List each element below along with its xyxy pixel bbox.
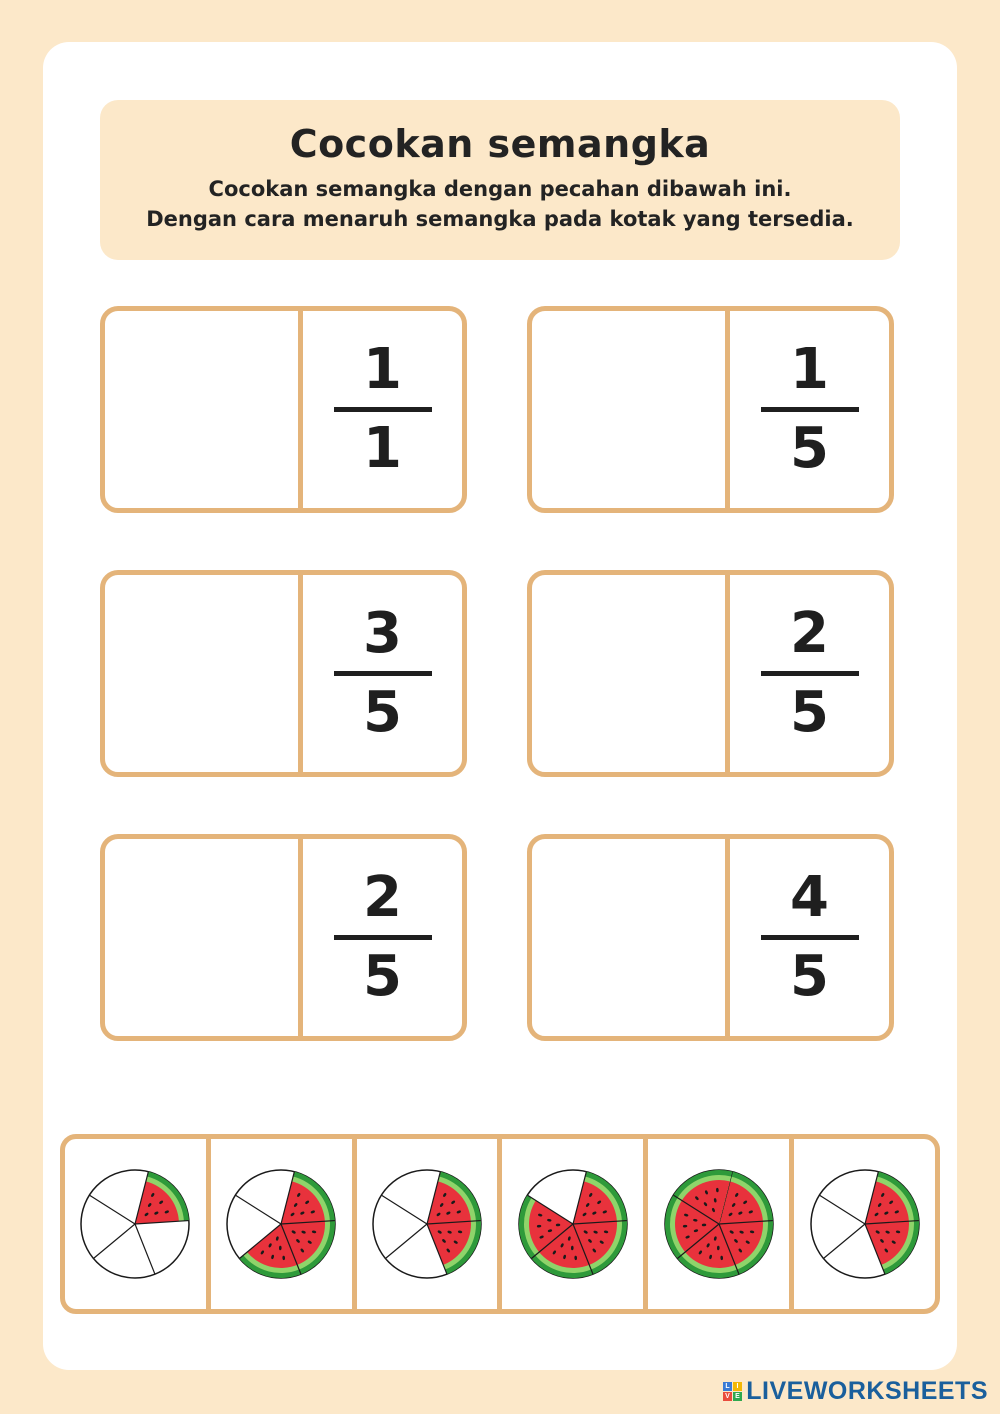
fraction-label: [730, 575, 889, 772]
fraction-bar: [334, 935, 432, 940]
watermelon-icon[interactable]: [807, 1166, 923, 1282]
watermelon-slot-4[interactable]: [502, 1139, 648, 1309]
instruction-line-2: Dengan cara menaruh semangka pada kotak yang tersedia.: [146, 207, 854, 231]
instructions-text: [100, 174, 900, 234]
drop-zone[interactable]: [532, 839, 730, 1036]
watermelon-slot-5[interactable]: [648, 1139, 794, 1309]
fraction-denominator: 5: [790, 680, 829, 745]
fraction-numerator: 2: [363, 865, 402, 930]
drop-zone[interactable]: [105, 575, 303, 772]
drop-zone[interactable]: [532, 311, 730, 508]
fraction-label: [303, 575, 462, 772]
fraction-label: [303, 839, 462, 1036]
watermelon-slot-3[interactable]: [357, 1139, 503, 1309]
logo-letter: E: [735, 1393, 741, 1400]
liveworksheets-logo-icon: [723, 1382, 742, 1401]
watermelon-slot-2[interactable]: [211, 1139, 357, 1309]
watermelon-icon[interactable]: [369, 1166, 485, 1282]
fraction-denominator: 5: [363, 680, 402, 745]
fraction-label: [730, 311, 889, 508]
match-card-4: [527, 570, 894, 777]
watermelon-icon[interactable]: [223, 1166, 339, 1282]
fraction-label: [303, 311, 462, 508]
match-card-5: [100, 834, 467, 1041]
fraction-numerator: 1: [363, 337, 402, 402]
logo-letter: I: [733, 1382, 742, 1391]
match-card-6: [527, 834, 894, 1041]
fraction-bar: [761, 935, 859, 940]
drop-zone[interactable]: [105, 311, 303, 508]
drop-zone[interactable]: [105, 839, 303, 1036]
fraction-bar: [761, 671, 859, 676]
match-card-2: [527, 306, 894, 513]
watermelon-icon[interactable]: [77, 1166, 193, 1282]
watermelon-slot-1[interactable]: [65, 1139, 211, 1309]
fraction-denominator: 5: [790, 416, 829, 481]
brand-name: LIVEWORKSHEETS: [746, 1377, 988, 1405]
drop-zone[interactable]: [532, 575, 730, 772]
fraction-numerator: 1: [790, 337, 829, 402]
match-card-1: [100, 306, 467, 513]
watermelon-tray: [60, 1134, 940, 1314]
instructions-header: [100, 100, 900, 260]
match-card-3: [100, 570, 467, 777]
watermelon-icon[interactable]: [515, 1166, 631, 1282]
fraction-bar: [761, 407, 859, 412]
fraction-denominator: 5: [363, 944, 402, 1009]
logo-letter: L: [723, 1382, 732, 1391]
fraction-numerator: 4: [790, 865, 829, 930]
fraction-bar: [334, 671, 432, 676]
liveworksheets-brand: [723, 1377, 988, 1406]
fraction-numerator: 2: [790, 601, 829, 666]
watermelon-icon[interactable]: [661, 1166, 777, 1282]
instruction-line-1: Cocokan semangka dengan pecahan dibawah ini.: [208, 177, 792, 201]
watermelon-slot-6[interactable]: [794, 1139, 935, 1309]
fraction-denominator: 1: [363, 416, 402, 481]
fraction-bar: [334, 407, 432, 412]
logo-letter: V: [725, 1393, 731, 1400]
fraction-label: [730, 839, 889, 1036]
fraction-denominator: 5: [790, 944, 829, 1009]
page-title: Cocokan semangka: [289, 122, 711, 166]
fraction-numerator: 3: [363, 601, 402, 666]
